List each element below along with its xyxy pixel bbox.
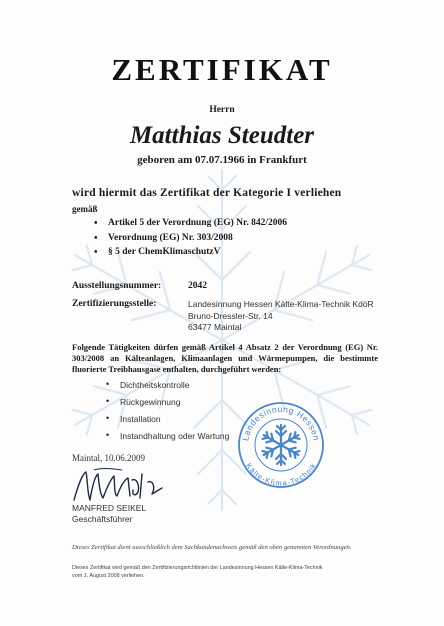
activity-item: • Dichtheitskontrolle	[120, 380, 229, 397]
activity-item: • Rückgewinnung	[120, 397, 229, 414]
activity-item: • Installation	[120, 414, 229, 431]
place-date: Maintal, 10.06.2009	[72, 453, 145, 463]
birth-line: geboren am 07.07.1966 in Frankfurt	[137, 154, 307, 166]
address-line: Landesinnung Hessen Kälte-Klima-Technik KdöR	[188, 299, 374, 309]
certification-body-address	[188, 299, 374, 334]
footnote-line: Dieses Zertifikat wird gemäß den Zertifizierungsrichtlinien der Landesinnung Hessen Kälte-Klima-Technik	[72, 565, 323, 571]
legal-basis-item: • Artikel 5 der Verordnung (EG) Nr. 842/2006	[108, 218, 287, 233]
signer-role: Geschäftsführer	[72, 514, 133, 524]
guild-seal	[236, 400, 326, 490]
validity-note: Dieses Zertifikat dient ausschließlich dem Sachkundenachweis gemäß den oben genannten Verordnungen.	[72, 544, 352, 551]
basis-label: gemäß	[72, 204, 98, 214]
address-line: 63477 Maintal	[188, 322, 242, 332]
snowflake-icon	[261, 425, 301, 465]
number-label: Ausstellungsnummer:	[72, 281, 162, 291]
footnote	[72, 565, 402, 580]
address-line: Bruno-Dressler-Str. 14	[188, 310, 273, 321]
granted-line: wird hiermit das Zertifikat der Kategorie I verliehen	[72, 187, 342, 199]
body-label: Zertifizierungsstelle:	[72, 299, 157, 309]
certificate-title: ZERTIFIKAT	[111, 52, 333, 87]
legal-basis-list	[108, 218, 287, 262]
legal-basis-item: • § 5 der ChemKlimaschutzV	[108, 247, 287, 262]
holder-name: Matthias Steudter	[129, 122, 315, 149]
signature	[70, 466, 170, 508]
salutation: Herrn	[209, 105, 235, 115]
activities-list	[120, 380, 229, 448]
activity-item: • Instandhaltung oder Wartung	[120, 431, 229, 448]
number-value: 2042	[188, 281, 207, 291]
signer-name: MANFRED SEIKEL	[72, 503, 147, 513]
seal-text-bottom: Kälte-Klima-Technik	[244, 461, 318, 488]
seal-text-top: Landesinnung Hessen	[240, 403, 322, 442]
legal-basis-item: • Verordnung (EG) Nr. 303/2008	[108, 233, 287, 248]
footnote-line: vom 1. August 2008 verliehen.	[72, 572, 145, 579]
activities-intro: Folgende Tätigkeiten dürfen gemäß Artikel 4 Absatz 2 der Verordnung (EG) Nr. 303/2008 an Kälteanlagen, Klimaanlagen und Wärmepumpen, die bestimmte fluorierte Treibhausgase enthalten, durchgeführt werden:	[72, 342, 378, 374]
